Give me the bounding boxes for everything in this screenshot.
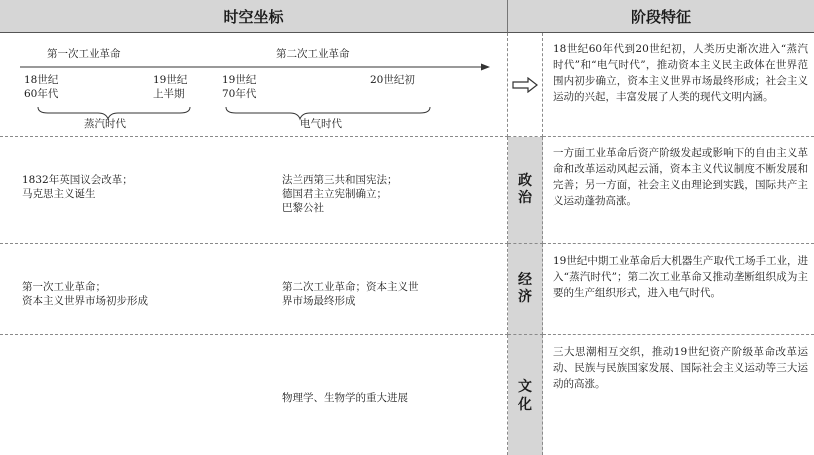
header-left-title: 时空坐标 bbox=[223, 7, 284, 26]
header-right-title: 阶段特征 bbox=[630, 7, 691, 26]
politics-label-cell bbox=[508, 137, 543, 244]
header-left bbox=[0, 0, 508, 33]
culture-cell bbox=[0, 335, 508, 455]
economy-label-cell bbox=[508, 244, 543, 335]
era2-title: 第二次工业革命 bbox=[276, 48, 350, 60]
culture-right-line1: 物理学、生物学的重大进展 bbox=[282, 392, 408, 404]
tick3-line2: 70年代 bbox=[222, 88, 257, 100]
timeline-cell bbox=[0, 33, 508, 137]
politics-feature bbox=[543, 137, 814, 244]
timeline-feature bbox=[543, 33, 814, 137]
tick2-line2: 上半期 bbox=[153, 88, 185, 100]
culture-feature bbox=[543, 335, 814, 455]
culture-right-block bbox=[282, 391, 408, 405]
timeline-feature-text: 18世纪60年代到20世纪初，人类历史渐次进入“蒸汽时代”和“电气时代”，推动资本主义民主政体在世界范围内初步确立，资本主义世界市场最终形成；社会主义运动的兴起，丰富发展了人类的现代文明内涵。 bbox=[553, 43, 808, 103]
economy-right-line2: 界市场最终形成 bbox=[282, 295, 356, 308]
culture-label-cell bbox=[508, 335, 543, 455]
era1-title: 第一次工业革命 bbox=[47, 48, 121, 60]
politics-right-line2: 德国君主立宪制确立； bbox=[282, 188, 387, 201]
economy-left-line1: 第一次工业革命； bbox=[22, 281, 106, 293]
politics-left-line1: 1832年英国议会改革； bbox=[22, 174, 133, 186]
era2-name: 电气时代 bbox=[300, 118, 342, 130]
tick1-line2: 60年代 bbox=[24, 88, 59, 100]
politics-right-line1: 法兰西第三共和国宪法； bbox=[282, 174, 398, 186]
tick2-line1: 19世纪 bbox=[153, 74, 188, 86]
tick3-line1: 19世纪 bbox=[222, 74, 257, 86]
economy-left-block bbox=[22, 280, 148, 308]
politics-feature-text: 一方面工业革命后资产阶级发起或影响下的自由主义革命和改革运动风起云涌，资本主义代议制度不断发展和完善；另一方面，社会主义由理论到实践，国际共产主义运动蓬勃高涨。 bbox=[553, 147, 808, 207]
economy-feature bbox=[543, 244, 814, 335]
politics-right-line3: 巴黎公社 bbox=[282, 202, 324, 215]
politics-label: 政治 bbox=[518, 172, 532, 206]
economy-right-block bbox=[282, 280, 419, 308]
right-arrow-icon bbox=[511, 77, 539, 93]
culture-label: 文化 bbox=[518, 379, 532, 413]
politics-left-block bbox=[22, 173, 133, 201]
tick4-label: 20世纪初 bbox=[370, 74, 415, 86]
header-right bbox=[508, 0, 814, 33]
politics-right-block bbox=[282, 173, 398, 216]
culture-feature-text: 三大思潮相互交织，推动19世纪资产阶级革命改革运动、民族与民族国家发展、国际社会主义运动等三大运动的高涨。 bbox=[553, 346, 808, 390]
economy-cell bbox=[0, 244, 508, 335]
tick1-line1: 18世纪 bbox=[24, 74, 59, 86]
economy-label: 经济 bbox=[518, 271, 532, 305]
politics-left-line2: 马克思主义诞生 bbox=[22, 188, 96, 201]
economy-right-line1: 第二次工业革命；资本主义世 bbox=[282, 281, 419, 293]
economy-left-line2: 资本主义世界市场初步形成 bbox=[22, 295, 148, 308]
politics-cell bbox=[0, 137, 508, 244]
economy-feature-text: 19世纪中期工业革命后大机器生产取代工场手工业，进入“蒸汽时代”；第二次工业革命又推动垄断组织成为主要的生产组织形式，进入电气时代。 bbox=[553, 255, 808, 299]
era1-name: 蒸汽时代 bbox=[84, 118, 126, 130]
timeline-arrow-cell bbox=[508, 33, 543, 137]
timeline-arrowhead bbox=[481, 64, 490, 71]
